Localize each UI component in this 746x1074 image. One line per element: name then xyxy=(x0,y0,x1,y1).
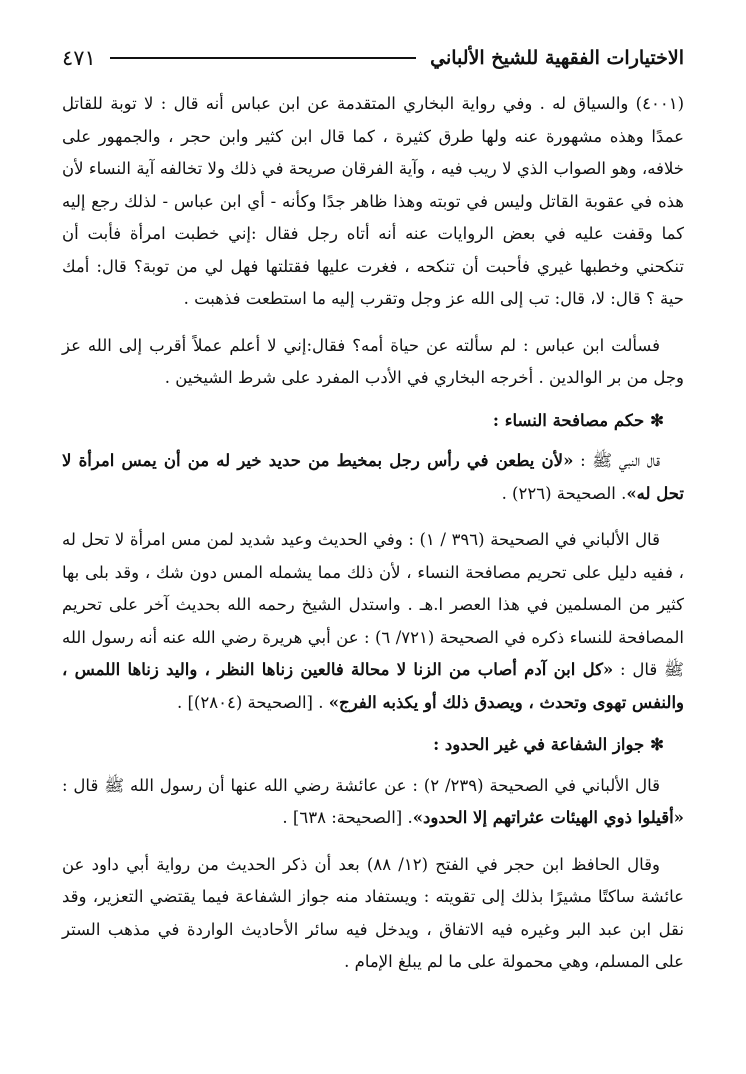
hadith-text: «كل ابن آدم أصاب من الزنا لا محالة فالعين زناها النظر ، واليد زناها اللمس ، والنفس تهوى وتحدث ، ويصدق ذلك أو يكذبه الفرج» xyxy=(62,660,684,712)
paragraph-hadith-aqilu xyxy=(62,770,684,835)
commentary-text: قال الألباني في الصحيحة (٣٩٦ / ١) : وفي الحديث وعيد شديد لمن مس امرأة لا تحل له ، ففيه دليل على تحريم مصافحة النساء ، لأن ذلك مما يشمله المس دون شك ، وقد بلى بها كثير من المسلمين في هذا العصر ا.هـ . واستدل الشيخ رحمه الله بحديث آخر على تحريم المصافحة للنساء ذكره في الصحيحة (٧٢١/ ٦) : عن أبي هريرة رضي الله عنه أنه رسول الله ﷺ قال : xyxy=(62,530,684,679)
paragraph-ibn-abbas: فسألت ابن عباس : لم سألته عن حياة أمه؟ فقال:إني لا أعلم عملاً أقرب إلى الله عز وجل من بر الوالدين . أخرجه البخاري في الأدب المفرد على شرط الشيخين . xyxy=(62,335,684,387)
hadith-intro: قال النبي ﷺ : xyxy=(573,451,660,470)
paragraph-tawba: (٤٠٠١) والسياق له . وفي رواية البخاري المتقدمة عن ابن عباس أنه قال : لا توبة للقاتل عمدًا وهذه مشهورة عنه ولها طرق كثيرة ، كما قال ابن كثير وابن حجر ، والجمهور على خلافه، وهو الصواب الذي لا ريب فيه ، وآية الفرقان صريحة في ذلك ولا تخالفه آية النساء لأن هذه في عقوبة القاتل وليس في توبته وهذا ظاهر جدًا وكأنه - أي ابن عباس - لذلك رجع إليه كما وقفت عليه في بعض الروايات عنه أنه أتاه رجل فقال :إني خطبت امرأة فأبت أن تنكحني وخطبها غيري فأحبت أن تنكحه ، فغرت عليها فقتلتها فهل لي من توبة؟ قال: أمك حية ؟ قال: لا، قال: تب إلى الله عز وجل وتقرب إليه ما استطعت فذهبت . xyxy=(62,94,684,308)
hadith-source: . [الصحيحة (٢٨٠٤)] . xyxy=(177,692,329,712)
hadith-intro: قال الألباني في الصحيحة (٢٣٩/ ٢) : عن عائشة رضي الله عنها أن رسول الله ﷺ قال : xyxy=(62,775,660,795)
hadith-text: «أقيلوا ذوي الهيئات عثراتهم إلا الحدود» xyxy=(412,808,684,827)
running-title: الاختيارات الفقهية للشيخ الألباني xyxy=(430,47,684,69)
hadith-source: . الصحيحة (٢٢٦) . xyxy=(501,483,627,503)
page-number: ٤٧١ xyxy=(62,46,96,70)
running-header xyxy=(62,40,684,76)
section-heading-label: حكم مصافحة النساء : xyxy=(492,410,645,430)
hadith-source: . [الصحيحة: ٦٣٨] . xyxy=(282,808,413,827)
section-heading-intercession xyxy=(62,729,684,762)
paragraph-hadith-mikhyat xyxy=(62,445,684,510)
section-heading-label: جواز الشفاعة في غير الحدود : xyxy=(433,735,645,754)
paragraph-ibn-hajar: وقال الحافظ ابن حجر في الفتح (١٢/ ٨٨) بعد أن ذكر الحديث من رواية أبي داود عن عائشة ساكتًا مشيرًا بذلك إلى تقويته : ويستفاد منه جواز الشفاعة فيما يقتضي التعزير، وقد نقل ابن عبد البر وغيره فيه الاتفاق ، ويدخل فيه سائر الأحاديث الواردة في مذهب الستر على المسلم، وهي محمولة على ما لم يبلغ الإمام . xyxy=(62,854,684,971)
page-body xyxy=(62,88,684,979)
asterisk-icon: ✻ xyxy=(650,410,664,430)
paragraph-albani-commentary xyxy=(62,524,684,719)
hadith-text: «لأن يطعن في رأس رجل بمخيط من حديد خير له من أن يمس امرأة لا تحل له» xyxy=(62,451,684,503)
header-rule xyxy=(110,57,416,59)
asterisk-icon: ✻ xyxy=(650,735,664,754)
section-heading-handshake xyxy=(62,405,684,438)
